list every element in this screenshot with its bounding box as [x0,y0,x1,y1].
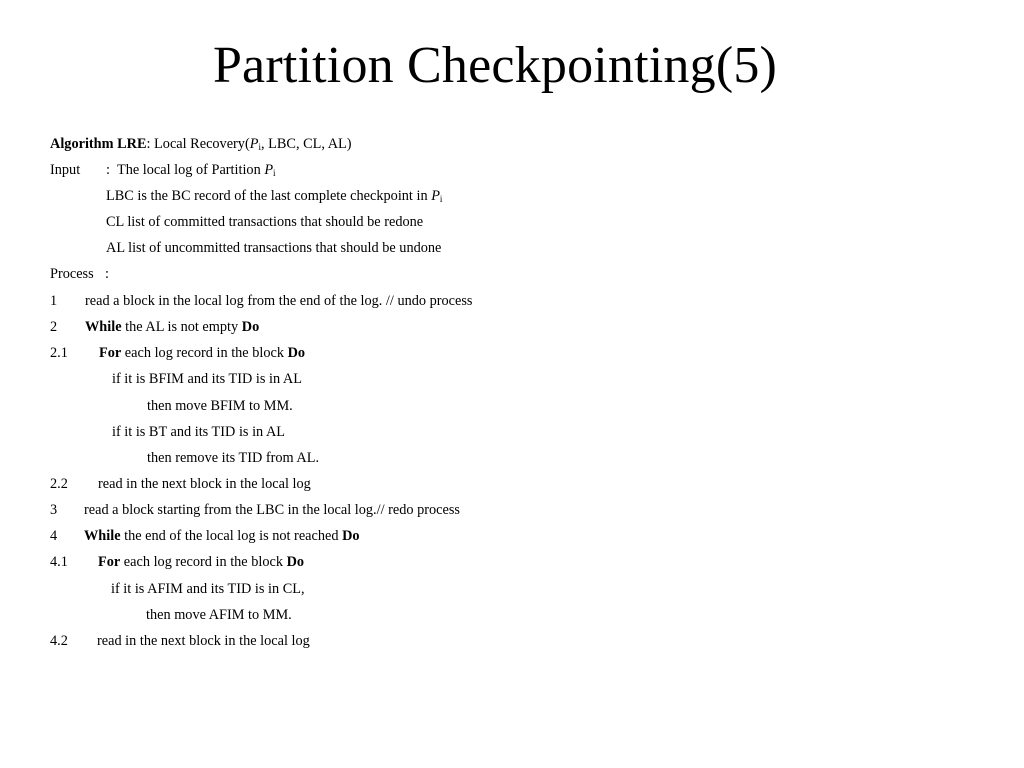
step-text: then remove its TID from AL. [147,450,320,466]
step-text: each log record in the block [121,345,288,361]
step-text: then move AFIM to MM. [146,607,292,623]
input-partition-var: P [264,162,274,178]
step-text: the end of the local log is not reached [120,528,343,544]
step-text: read a block in the local log from the end of the log. // undo process [85,293,473,309]
process-label: Process [50,266,94,282]
step-text: then move BFIM to MM. [147,398,293,414]
step-text: read in the next block in the local log [98,476,311,492]
step-text: if it is BT and its TID is in AL [112,424,286,440]
keyword-while: While [85,319,122,335]
algorithm-name: Algorithm LRE [50,136,147,152]
step-text: if it is BFIM and its TID is in AL [112,371,302,387]
step-text: if it is AFIM and its TID is in CL, [111,581,305,597]
keyword-while: While [84,528,121,544]
step-number: 1 [50,293,58,309]
input-text: The local log of Partition [117,162,265,178]
keyword-do: Do [287,345,306,361]
step-text: read in the next block in the local log [97,633,310,649]
step-text: the AL is not empty [121,319,242,335]
step-text: each log record in the block [120,554,287,570]
partition-var: P [249,136,259,152]
step-text: read a block starting from the LBC in the local log.// redo process [84,502,460,518]
keyword-for: For [98,554,121,570]
algorithm-signature-end: , LBC, CL, AL) [260,136,352,152]
step-number: 4.1 [50,554,68,570]
step-number: 4.2 [50,633,68,649]
partition-sub: i [258,142,261,152]
step-number: 3 [50,502,58,518]
step-number: 4 [50,528,58,544]
input-colon: : [106,162,110,178]
input-label: Input [50,162,81,178]
lbc-partition-sub: i [439,194,443,204]
lbc-text: LBC is the BC record of the last complete checkpoint in [106,188,432,204]
al-text: AL list of uncommitted transactions that should be undone [106,240,442,256]
step-number: 2.2 [50,476,68,492]
keyword-for: For [99,345,122,361]
keyword-do: Do [286,554,305,570]
step-number: 2.1 [50,345,68,361]
keyword-do: Do [241,319,260,335]
process-colon: : [105,266,109,282]
input-partition-sub: i [273,168,276,178]
lbc-partition-var: P [431,188,440,204]
cl-text: CL list of committed transactions that should be redone [106,214,424,230]
algorithm-signature-start: : Local Recovery( [146,136,250,152]
keyword-do: Do [342,528,360,544]
step-number: 2 [50,319,58,335]
slide-title: Partition Checkpointing(5) [212,37,778,94]
